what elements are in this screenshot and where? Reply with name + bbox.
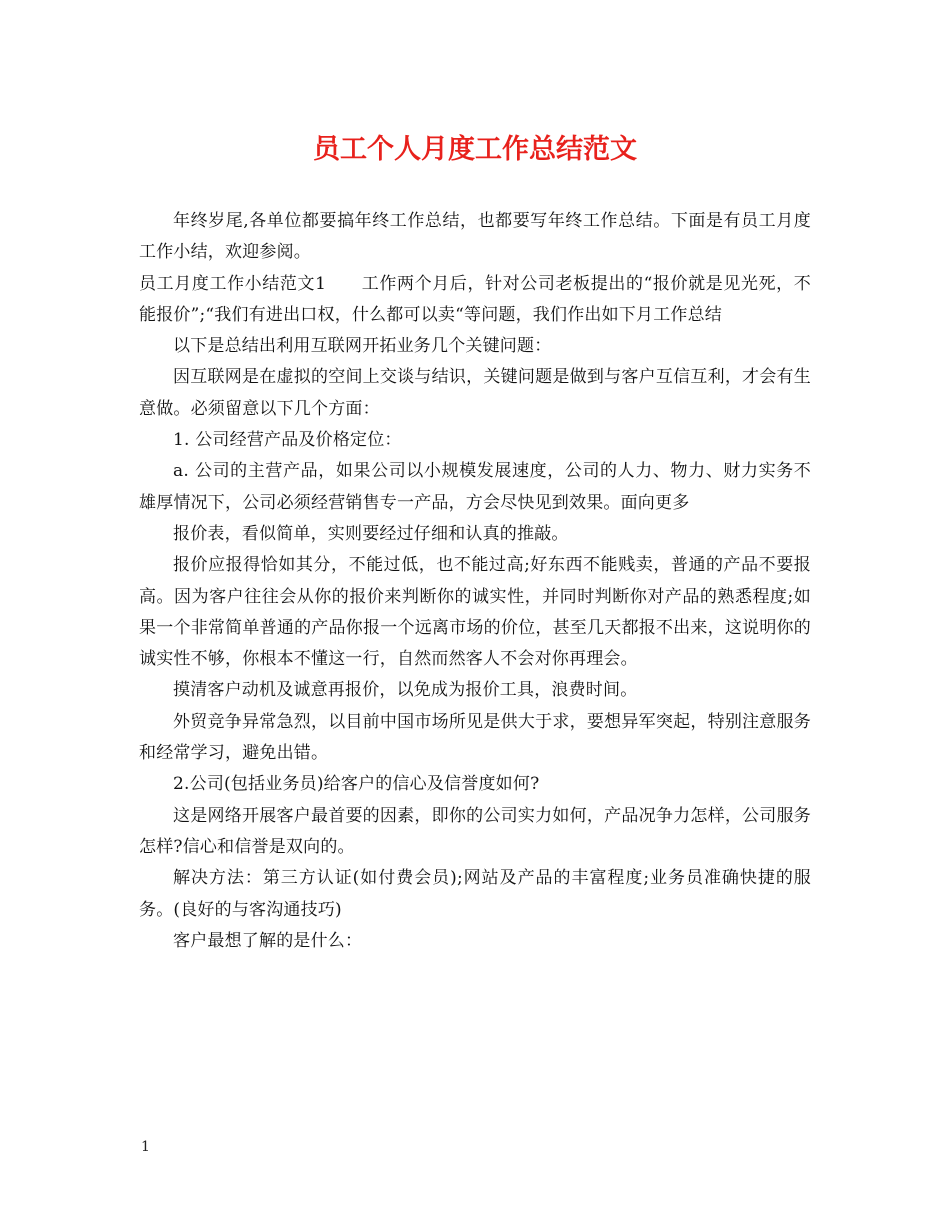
paragraph: 报价表，看似简单，实则要经过仔细和认真的推敲。 (173, 523, 569, 544)
paragraph: a. 公司的主营产品，如果公司以小规模发展速度，公司的人力、物力、财力实务不雄厚情况下，公司必须经营销售专一产品，方会尽快见到效果。面向更多 (139, 461, 811, 513)
paragraph: 外贸竞争异常急烈，以目前中国市场所见是供大于求，要想异军突起，特别注意服务和经常学习，避免出错。 (139, 711, 811, 764)
paragraph-intro: 年终岁尾,各单位都要搞年终工作总结，也都要写年终工作总结。下面是有员工月度工作小结，欢迎参阅。 (139, 211, 811, 263)
paragraph: 报价应报得恰如其分，不能过低，也不能过高;好东西不能贱卖，普通的产品不要报高。因为客户往往会从你的报价来判断你的诚实性，并同时判断你对产品的熟悉程度;如果一个非常简单普通的产品你报一个远离市场的价位，甚至几天都报不出来，这说明你的诚实性不够，你根本不懂这一行，自然而然客人不会对你再理会。 (139, 555, 811, 670)
paragraph: 因互联网是在虚拟的空间上交谈与结识，关键问题是做到与客户互信互利，才会有生意做。必须留意以下几个方面： (139, 367, 811, 419)
paragraph: 摸清客户动机及诚意再报价，以免成为报价工具，浪费时间。 (173, 680, 638, 701)
paragraph: 客户最想了解的是什么： (173, 930, 363, 951)
document-body (139, 206, 811, 957)
paragraph: 以下是总结出利用互联网开拓业务几个关键问题： (173, 336, 552, 357)
page-number: 1 (141, 1139, 150, 1155)
paragraph: 解决方法：第三方认证(如付费会员);网站及产品的丰富程度;业务员准确快捷的服务。(良好的与客沟通技巧) (139, 868, 811, 920)
document-title: 员工个人月度工作总结范文 (313, 134, 637, 165)
paragraph-section-1: 1. 公司经营产品及价格定位： (173, 430, 402, 451)
paragraph-section-2: 2.公司(包括业务员)给客户的信心及信誉度如何? (173, 774, 540, 795)
paragraph-sample-heading: 员工月度工作小结范文1 工作两个月后，针对公司老板提出的“报价就是见光死，不能报价”;“我们有进出口权，什么都可以卖“等问题，我们作出如下月工作总结 (139, 273, 811, 325)
paragraph: 这是网络开展客户最首要的因素，即你的公司实力如何，产品况争力怎样，公司服务怎样?信心和信誉是双向的。 (139, 805, 811, 857)
